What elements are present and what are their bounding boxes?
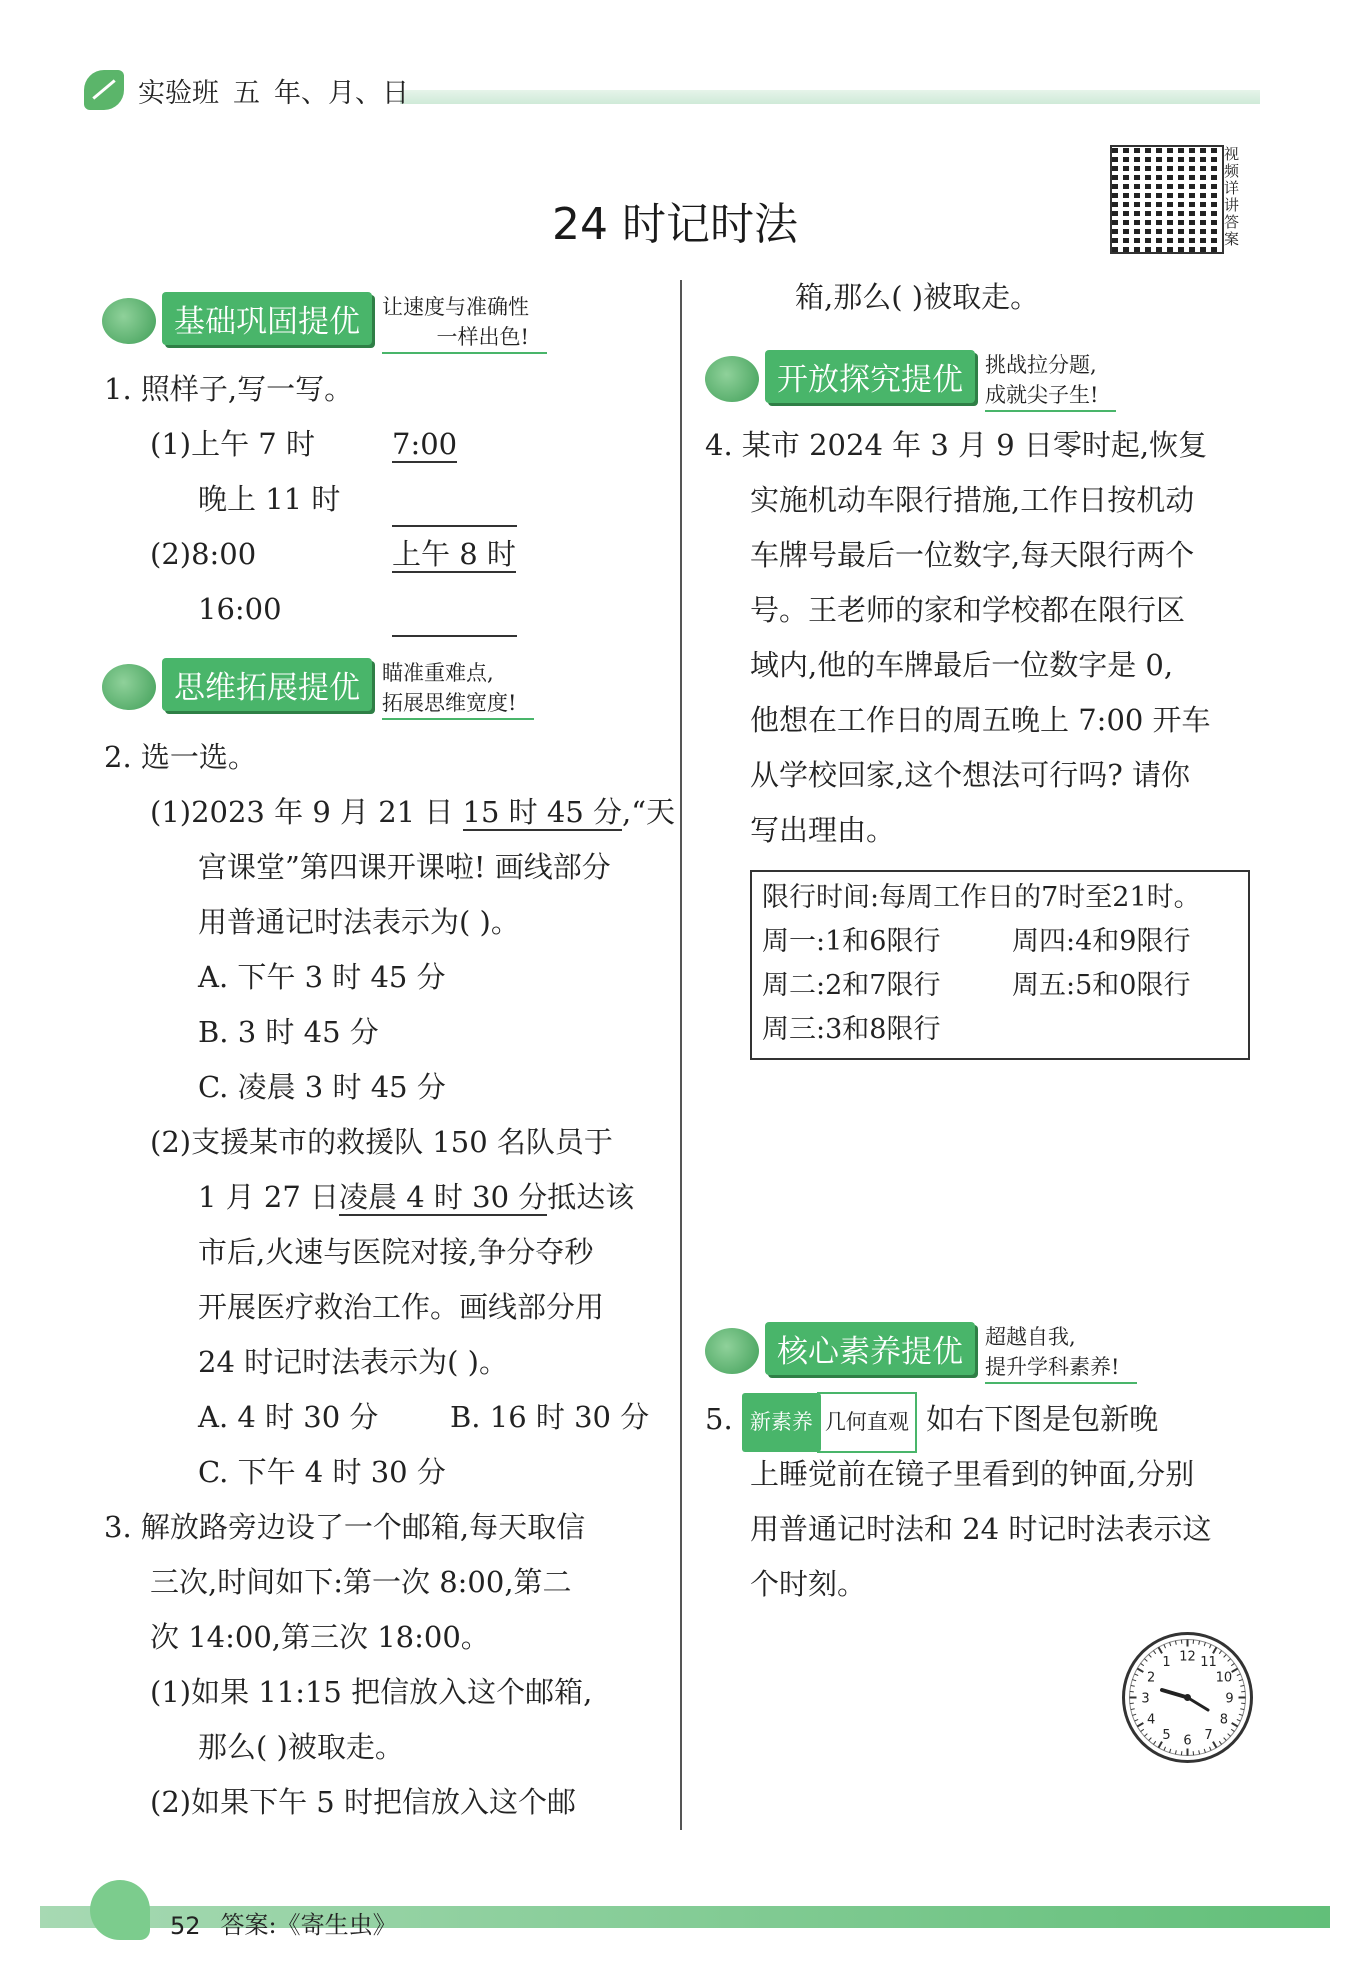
grade: 五 xyxy=(233,77,260,109)
restriction-box xyxy=(750,870,1250,1060)
clock-number: 2 xyxy=(1146,1670,1156,1686)
q4-line8: 写出理由。 xyxy=(750,813,896,847)
q5-line1: 5. 新素养 几何直观 如右下图是包新晚 xyxy=(705,1392,1158,1453)
section-label: 思维拓展提优 xyxy=(162,658,372,711)
series-name: 实验班 xyxy=(138,77,219,109)
q2-p1-option-a[interactable]: A. 下午 3 时 45 分 xyxy=(198,960,446,994)
restriction-row-2: 周二:2和7限行 周五:5和0限行 xyxy=(762,970,1191,1001)
qr-label: 视频详讲答案 xyxy=(1224,145,1240,248)
q2-stem: 2. 选一选。 xyxy=(104,740,257,774)
geometry-tag: 几何直观 xyxy=(817,1392,917,1453)
section-core xyxy=(705,1322,1137,1384)
q2-p2-line2: 1 月 27 日凌晨 4 时 30 分抵达该 xyxy=(198,1180,635,1214)
clock-number: 12 xyxy=(1179,1649,1196,1665)
q3-line1: 3. 解放路旁边设了一个邮箱,每天取信 xyxy=(104,1510,586,1544)
q3-line6: (2)如果下午 5 时把信放入这个邮 xyxy=(150,1785,576,1819)
q2-p2-line5: 24 时记时法表示为( )。 xyxy=(198,1345,508,1379)
new-literacy-tag: 新素养 xyxy=(742,1393,821,1452)
page-number: 52 xyxy=(170,1912,201,1940)
q3-line7: 箱,那么( )被取走。 xyxy=(795,280,1040,314)
footer xyxy=(90,1880,397,1940)
restriction-title: 限行时间:每周工作日的7时至21时。 xyxy=(762,882,1201,913)
q2-p2-line4: 开展医疗救治工作。画线部分用 xyxy=(198,1290,605,1324)
section-slogan: 让速度与准确性 一样出色! xyxy=(382,292,547,354)
q4-line2: 实施机动车限行措施,工作日按机动 xyxy=(750,483,1195,517)
q4-line7: 从学校回家,这个想法可行吗? 请你 xyxy=(750,758,1190,792)
section-basic xyxy=(102,292,547,354)
q2-p1-line1: (1)2023 年 9 月 21 日 15 时 45 分,“天 xyxy=(150,795,676,829)
q4-line3: 车牌号最后一位数字,每天限行两个 xyxy=(750,538,1195,572)
q3-line3: 次 14:00,第三次 18:00。 xyxy=(150,1620,490,1654)
q2-p1-line2: 宫课堂”第四课开课啦! 画线部分 xyxy=(198,850,611,884)
q1-c-value: 上午 8 时 xyxy=(392,537,516,571)
dolphin-logo-icon xyxy=(90,1880,150,1940)
q4-line1: 4. 某市 2024 年 3 月 9 日零时起,恢复 xyxy=(705,428,1208,462)
q1-b-blank[interactable] xyxy=(392,472,517,527)
leaf-logo-icon xyxy=(84,70,124,110)
section-label: 核心素养提优 xyxy=(765,1322,975,1375)
q1-d-label: 16:00 xyxy=(198,592,282,626)
section-open xyxy=(705,350,1116,412)
q5-line4: 个时刻。 xyxy=(750,1567,867,1601)
q2-p1-option-c[interactable]: C. 凌晨 3 时 45 分 xyxy=(198,1070,446,1104)
mirror-clock xyxy=(1120,1630,1255,1765)
mascot-icon xyxy=(705,356,759,402)
clock-number: 5 xyxy=(1162,1727,1171,1743)
clock-number: 1 xyxy=(1162,1655,1171,1671)
mascot-icon xyxy=(705,1328,759,1374)
q1-c-label: (2)8:00 xyxy=(150,537,257,571)
clock-center xyxy=(1184,1694,1191,1701)
q2-p2-option-b[interactable]: B. 16 时 30 分 xyxy=(450,1400,650,1434)
section-label: 开放探究提优 xyxy=(765,350,975,403)
mascot-icon xyxy=(102,664,156,710)
clock-number: 3 xyxy=(1141,1691,1150,1707)
q2-p2-option-a[interactable]: A. 4 时 30 分 xyxy=(198,1400,379,1434)
q1-a-value: 7:00 xyxy=(392,427,458,461)
clock-number: 8 xyxy=(1219,1712,1229,1728)
q1-a-label: (1)上午 7 时 xyxy=(150,427,315,461)
q2-p2-option-c[interactable]: C. 下午 4 时 30 分 xyxy=(198,1455,446,1489)
mascot-icon xyxy=(102,298,156,344)
clock-number: 10 xyxy=(1215,1670,1233,1686)
q3-line5: 那么( )被取走。 xyxy=(198,1730,404,1764)
page-title: 24 时记时法 xyxy=(552,199,798,250)
clock-number: 7 xyxy=(1204,1727,1213,1743)
q1-b-label: 晚上 11 时 xyxy=(198,482,341,516)
qr-code-icon[interactable] xyxy=(1110,145,1224,254)
column-divider xyxy=(680,280,682,1830)
restriction-row-1: 周一:1和6限行 周四:4和9限行 xyxy=(762,926,1191,957)
header xyxy=(84,70,409,110)
clock-number: 9 xyxy=(1225,1691,1234,1707)
section-label: 基础巩固提优 xyxy=(162,292,372,345)
q5-line2: 上睡觉前在镜子里看到的钟面,分别 xyxy=(750,1457,1195,1491)
section-slogan: 挑战拉分题, 成就尖子生! xyxy=(985,350,1116,412)
q2-p1-option-b[interactable]: B. 3 时 45 分 xyxy=(198,1015,379,1049)
top-band xyxy=(400,90,1260,104)
q1-d-blank[interactable] xyxy=(392,582,517,637)
answer-reference: 答案:《寄生虫》 xyxy=(220,1911,397,1939)
q4-line5: 域内,他的车牌最后一位数字是 0, xyxy=(750,648,1174,682)
q2-p1-line3: 用普通记时法表示为( )。 xyxy=(198,905,520,939)
q4-line6: 他想在工作日的周五晚上 7:00 开车 xyxy=(750,703,1211,737)
section-slogan: 超越自我, 提升学科素养! xyxy=(985,1322,1137,1384)
q2-p2-line3: 市后,火速与医院对接,争分夺秒 xyxy=(198,1235,594,1269)
q3-line2: 三次,时间如下:第一次 8:00,第二 xyxy=(150,1565,572,1599)
clock-number: 4 xyxy=(1146,1712,1156,1728)
q4-line4: 号。王老师的家和学校都在限行区 xyxy=(750,593,1186,627)
section-thinking xyxy=(102,658,534,720)
q2-p2-line1: (2)支援某市的救援队 150 名队员于 xyxy=(150,1125,613,1159)
clock-number: 6 xyxy=(1183,1733,1192,1749)
q3-line4: (1)如果 11:15 把信放入这个邮箱, xyxy=(150,1675,593,1709)
unit-name: 年、月、日 xyxy=(274,77,409,109)
restriction-row-3: 周三:3和8限行 xyxy=(762,1014,941,1045)
section-slogan: 瞄准重难点, 拓展思维宽度! xyxy=(382,658,534,720)
clock-number: 11 xyxy=(1200,1655,1217,1671)
q5-line3: 用普通记时法和 24 时记时法表示这 xyxy=(750,1512,1212,1546)
q1-stem: 1. 照样子,写一写。 xyxy=(104,372,354,406)
